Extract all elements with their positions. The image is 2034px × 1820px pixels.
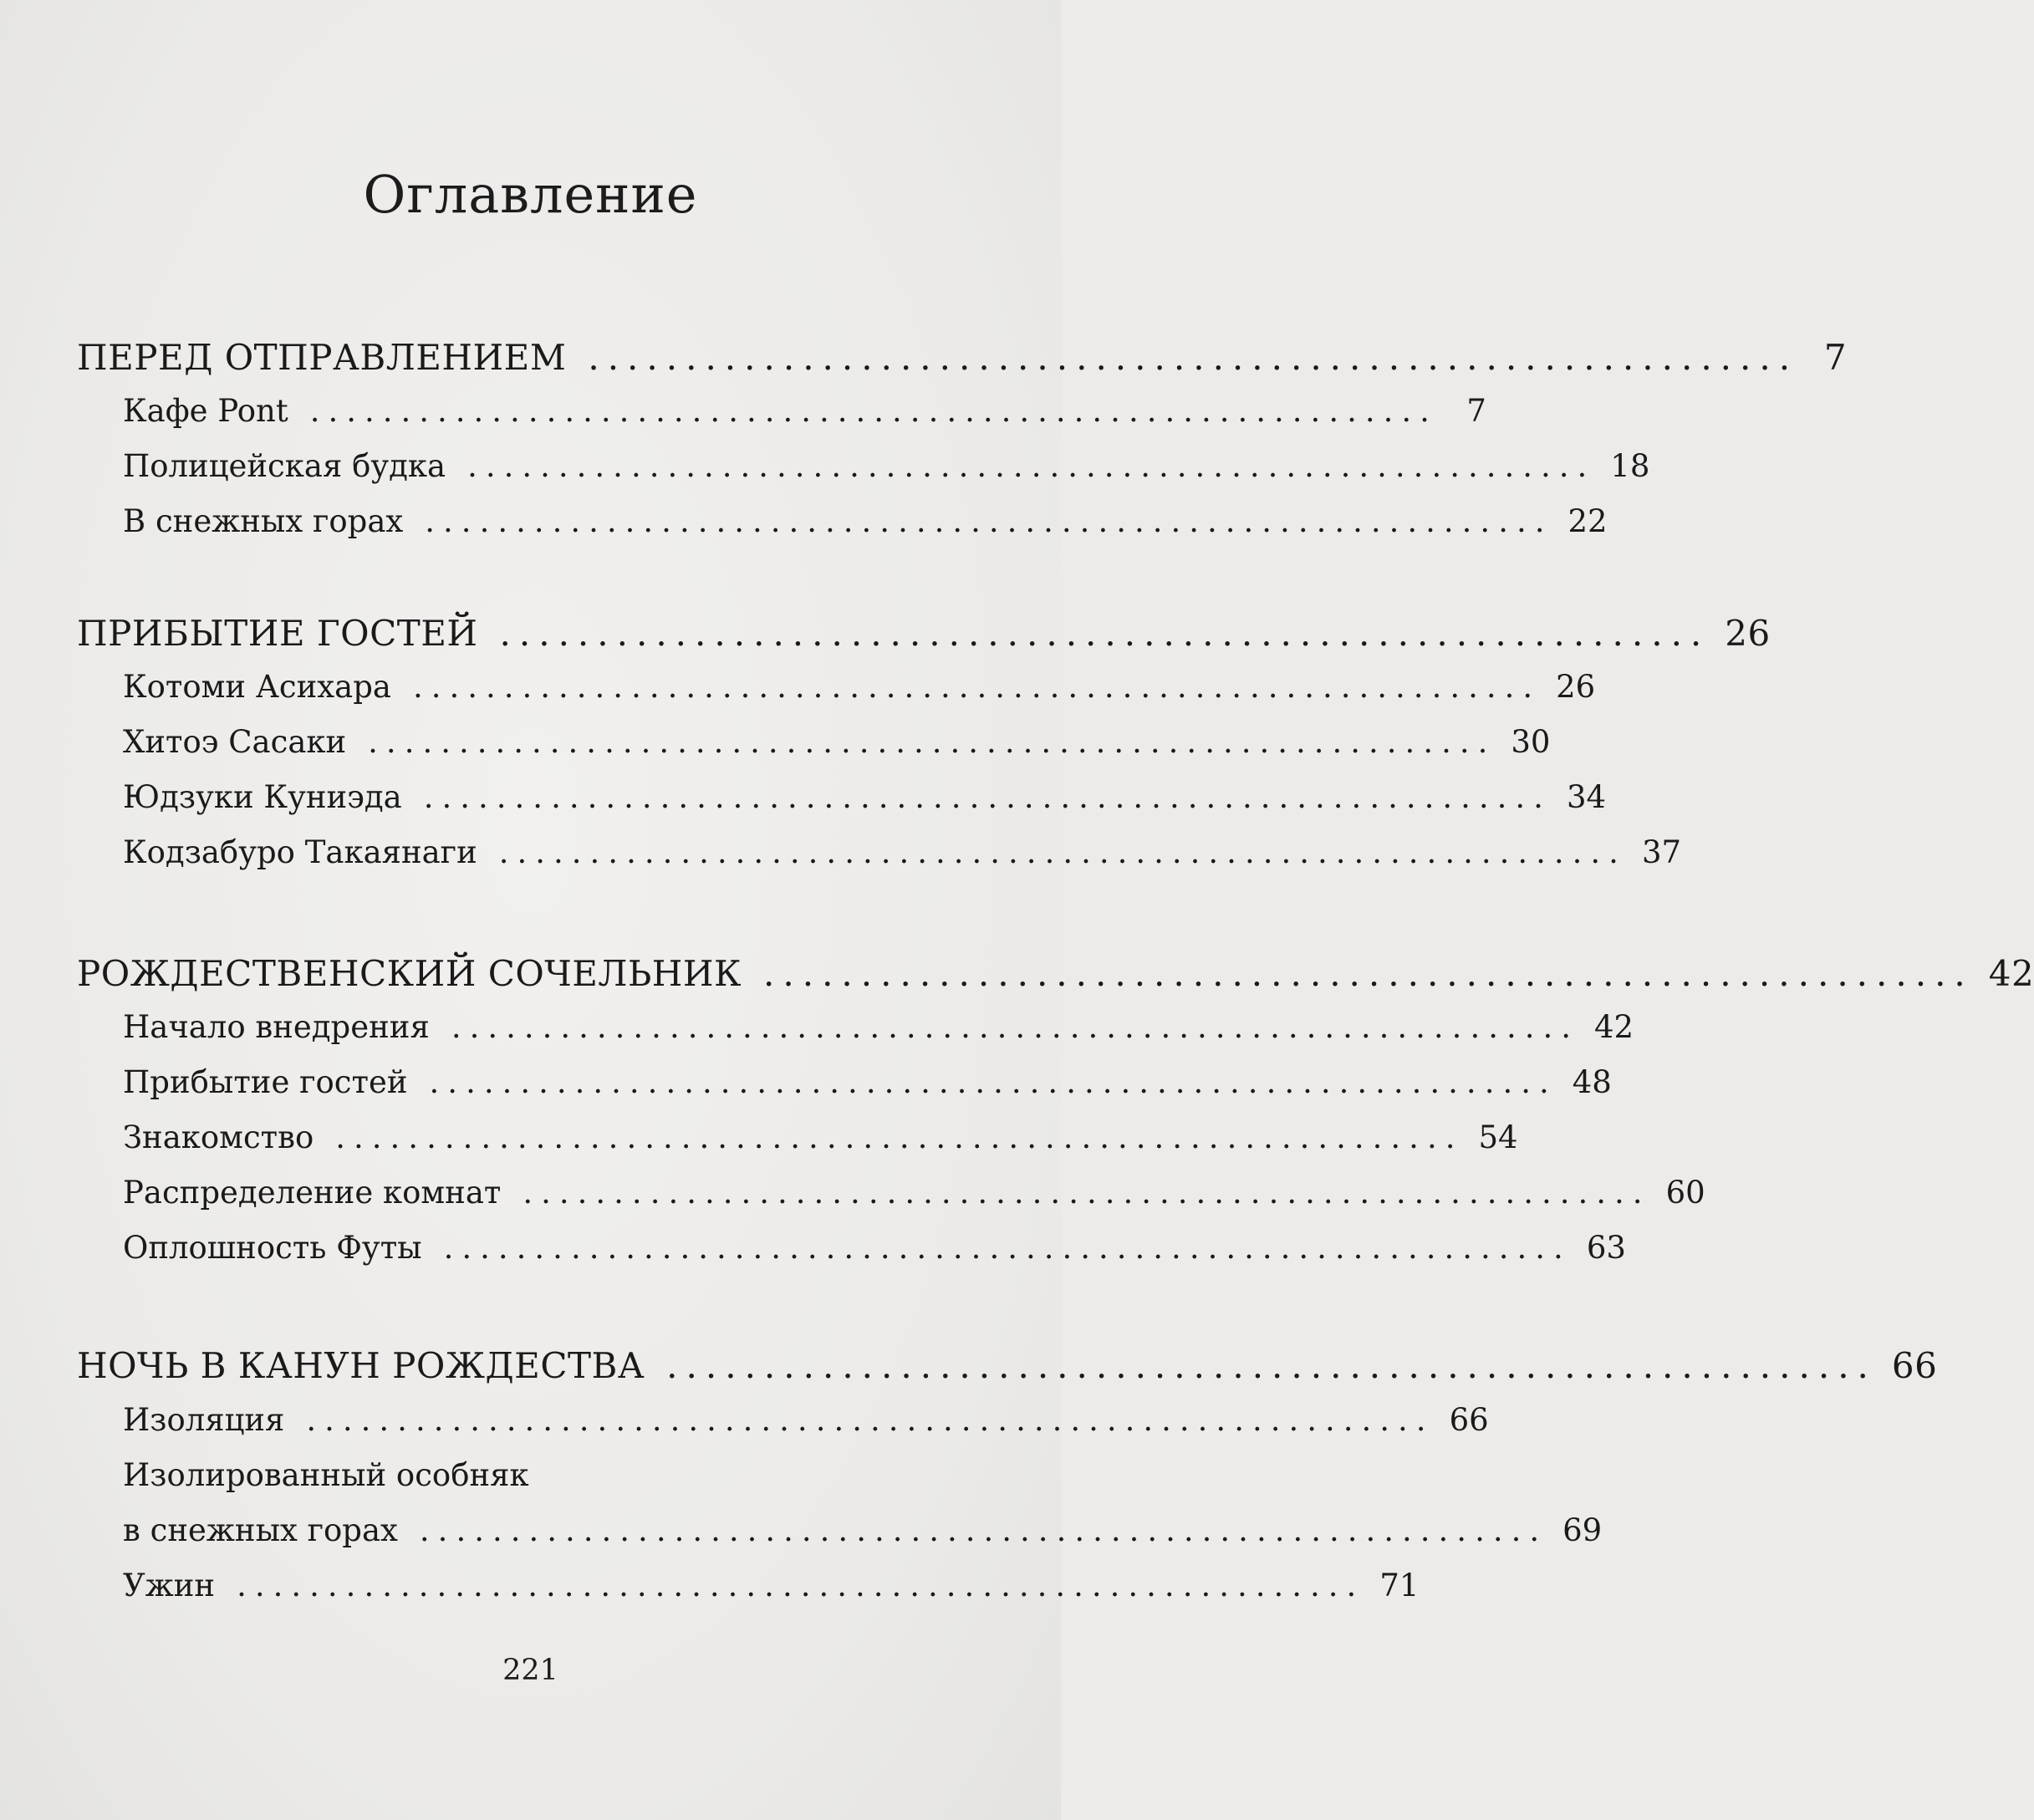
toc-subentry <box>123 393 1486 443</box>
dot-leader: .............................................................. <box>419 1512 1548 1548</box>
dot-leader: .............................................................. <box>425 503 1553 539</box>
toc-entry-page: 18 <box>1610 448 1650 484</box>
dot-leader: .............................................................. <box>429 1064 1557 1100</box>
toc-subentry <box>123 503 1608 553</box>
toc-entry-page: 42 <box>1988 953 2034 994</box>
toc-entry-page: 66 <box>1891 1345 1938 1386</box>
dot-leader: .............................................................. <box>763 953 1974 994</box>
toc-entry-label: Полицейская будка <box>123 448 446 484</box>
toc-entry-page: 26 <box>1725 613 1771 654</box>
toc-entry-page: 7 <box>1823 337 1848 378</box>
toc-entry-label: Кодзабуро Такаянаги <box>123 834 477 870</box>
toc-entry-label: Котоми Асихара <box>123 669 391 705</box>
toc-subentry <box>123 1512 1603 1563</box>
dot-leader: .............................................................. <box>499 613 1710 654</box>
toc-subentry <box>123 779 1607 829</box>
toc-entry-page: 69 <box>1562 1512 1603 1548</box>
toc-subentry <box>123 1402 1489 1452</box>
toc-entry-page: 54 <box>1478 1119 1518 1155</box>
toc-entry-label: в снежных горах <box>123 1512 398 1548</box>
toc-entry-page: 66 <box>1449 1402 1489 1438</box>
toc-entry-label: ПЕРЕД ОТПРАВЛЕНИЕМ <box>77 337 567 378</box>
toc-subentry <box>123 1119 1518 1170</box>
toc-subentry <box>123 1009 1634 1059</box>
toc-subentry <box>123 1175 1705 1225</box>
dot-leader: .............................................................. <box>368 724 1496 760</box>
toc-entry-label: Начало внедрения <box>123 1009 430 1045</box>
toc-entry-page: 60 <box>1665 1175 1705 1211</box>
toc-section-entry <box>77 953 2034 1003</box>
toc-entry-label: Изоляция <box>123 1402 285 1438</box>
toc-subentry <box>123 724 1551 774</box>
dot-leader: .............................................................. <box>498 834 1627 870</box>
dot-leader: .............................................................. <box>451 1009 1580 1045</box>
toc-entry-label: РОЖДЕСТВЕНСКИЙ СОЧЕЛЬНИК <box>77 953 742 994</box>
toc-entry-page: 34 <box>1566 779 1607 815</box>
toc-entry-label: Ужин <box>123 1568 216 1603</box>
page-title: Оглавление <box>363 164 698 225</box>
dot-leader: .............................................................. <box>523 1175 1651 1211</box>
toc-subentry-first-line <box>123 1457 973 1507</box>
toc-subentry <box>123 448 1650 498</box>
dot-leader: .............................................................. <box>309 393 1438 429</box>
toc-entry-label: Изолированный особняк <box>123 1457 529 1493</box>
toc-subentry <box>123 1230 1626 1280</box>
dot-leader: .............................................................. <box>423 779 1552 815</box>
toc-subentry <box>123 834 1682 885</box>
dot-leader: .............................................................. <box>666 1345 1877 1386</box>
toc-section-entry <box>77 613 1771 663</box>
toc-entry-label: Хитоэ Сасаки <box>123 724 347 760</box>
toc-entry-page: 22 <box>1568 503 1608 539</box>
toc-subentry <box>123 669 1596 719</box>
dot-leader: .............................................................. <box>467 448 1596 484</box>
toc-entry-label: В снежных горах <box>123 503 404 539</box>
toc-entry-label: Прибытие гостей <box>123 1064 408 1100</box>
toc-subentry <box>123 1064 1612 1114</box>
toc-entry-page: 71 <box>1379 1568 1420 1603</box>
toc-section-entry <box>77 337 1848 387</box>
page-number: 221 <box>502 1654 558 1687</box>
toc-entry-label: Юдзуки Куниэда <box>123 779 402 815</box>
toc-entry-page: 37 <box>1641 834 1682 870</box>
toc-entry-page: 48 <box>1572 1064 1612 1100</box>
toc-entry-page: 26 <box>1556 669 1596 705</box>
toc-section-entry <box>77 1345 1938 1395</box>
toc-entry-label: Знакомство <box>123 1119 314 1155</box>
dot-leader: .............................................................. <box>237 1568 1365 1603</box>
toc-entry-label: ПРИБЫТИЕ ГОСТЕЙ <box>77 613 478 654</box>
toc-entry-page: 63 <box>1586 1230 1626 1266</box>
dot-leader: .............................................................. <box>588 337 1799 378</box>
dot-leader: .............................................................. <box>306 1402 1435 1438</box>
toc-entry-page: 7 <box>1466 393 1486 429</box>
toc-entry-label: Оплошность Футы <box>123 1230 422 1266</box>
toc-entry-page: 42 <box>1594 1009 1634 1045</box>
toc-subentry <box>123 1568 1420 1618</box>
dot-leader: .............................................................. <box>443 1230 1572 1266</box>
dot-leader: .............................................................. <box>335 1119 1464 1155</box>
toc-entry-page: 30 <box>1511 724 1551 760</box>
toc-entry-label: НОЧЬ В КАНУН РОЖДЕСТВА <box>77 1345 645 1386</box>
toc-entry-label: Распределение комнат <box>123 1175 502 1211</box>
table-of-contents <box>77 0 2034 1820</box>
dot-leader: .............................................................. <box>412 669 1542 705</box>
toc-entry-label: Кафе Pont <box>123 393 288 429</box>
